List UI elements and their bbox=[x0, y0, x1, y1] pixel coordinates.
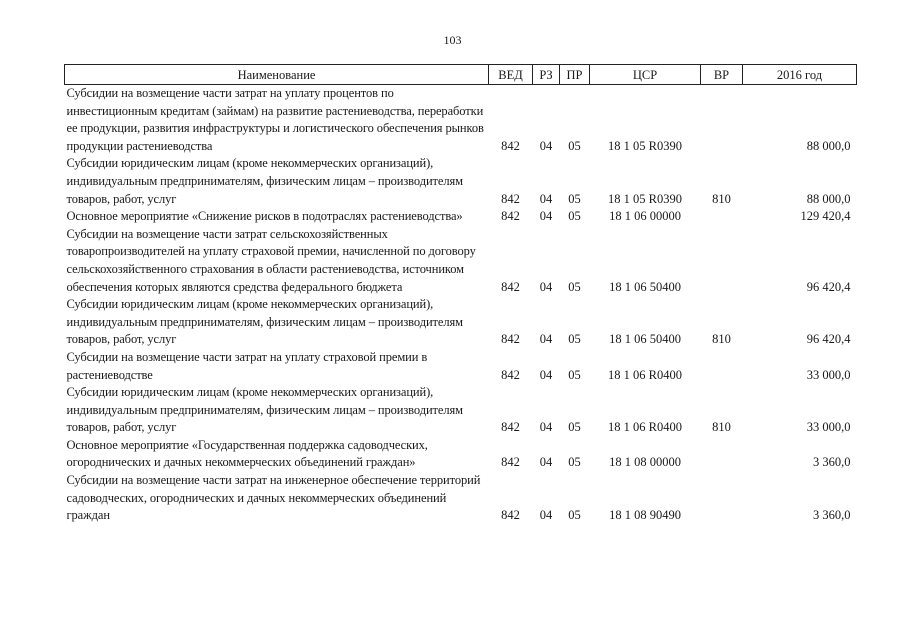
row-ved: 842 bbox=[501, 209, 520, 224]
row-amount: 88 000,0 bbox=[806, 138, 851, 153]
row-ved: 842 bbox=[501, 455, 520, 470]
row-vr bbox=[701, 349, 743, 384]
header-year: 2016 год bbox=[743, 65, 857, 85]
row-amount: 33 000,0 bbox=[806, 367, 851, 382]
row-amount: 129 420,4 bbox=[800, 209, 851, 224]
row-rz: 04 bbox=[539, 209, 553, 224]
row-rz: 04 bbox=[539, 332, 553, 347]
row-vr: 810 bbox=[712, 191, 731, 206]
header-rz: РЗ bbox=[533, 65, 560, 85]
row-vr bbox=[701, 437, 743, 472]
row-rz: 04 bbox=[539, 508, 553, 523]
row-amount: 33 000,0 bbox=[806, 420, 851, 435]
table-row bbox=[65, 437, 857, 472]
row-ved: 842 bbox=[501, 279, 520, 294]
row-csr: 18 1 08 90490 bbox=[609, 508, 681, 523]
row-csr: 18 1 05 R0390 bbox=[608, 138, 682, 153]
header-ved: ВЕД bbox=[489, 65, 533, 85]
row-name: Субсидии на возмещение части затрат на уплату процентов по инвестиционным кредитам (займам) на развитие растениеводства, переработки ее продукции, развития инфраструктуры и логистического обеспечения рынков продукции растениеводства bbox=[66, 86, 484, 153]
row-ved: 842 bbox=[501, 332, 520, 347]
table-row bbox=[65, 349, 857, 384]
row-csr: 18 1 08 00000 bbox=[609, 455, 681, 470]
row-name: Субсидии на возмещение части затрат сельскохозяйственных товаропроизводителей на уплату страховой премии, начисленной по договору сельскохозяйственного страхования в области растениеводства, источником обеспечения которых являются средства федерального бюджета bbox=[66, 226, 476, 294]
row-rz: 04 bbox=[539, 191, 553, 206]
row-vr bbox=[701, 226, 743, 296]
row-amount: 3 360,0 bbox=[813, 455, 851, 470]
row-name: Субсидии юридическим лицам (кроме некоммерческих организаций), индивидуальным предпринимателям, физическим лицам – производителям товаров, работ, услуг bbox=[66, 156, 463, 206]
row-csr: 18 1 06 00000 bbox=[609, 209, 681, 224]
row-name: Субсидии юридическим лицам (кроме некоммерческих организаций), индивидуальным предпринимателям, физическим лицам – производителям товаров, работ, услуг bbox=[66, 385, 463, 435]
table-row bbox=[65, 208, 857, 226]
row-ved: 842 bbox=[501, 508, 520, 523]
header-pr: ПР bbox=[560, 65, 590, 85]
row-name: Субсидии на возмещение части затрат на инженерное обеспечение территорий садоводческих, огороднических и дачных некоммерческих объединений граждан bbox=[66, 473, 481, 523]
row-name: Субсидии на возмещение части затрат на уплату страховой премии в растениеводстве bbox=[66, 349, 428, 382]
row-csr: 18 1 06 50400 bbox=[609, 279, 681, 294]
row-amount: 96 420,4 bbox=[806, 279, 851, 294]
row-amount: 3 360,0 bbox=[813, 508, 851, 523]
row-rz: 04 bbox=[539, 138, 553, 153]
row-pr: 05 bbox=[568, 191, 581, 206]
row-csr: 18 1 06 50400 bbox=[609, 332, 681, 347]
row-rz: 04 bbox=[539, 279, 553, 294]
row-name: Субсидии юридическим лицам (кроме некоммерческих организаций), индивидуальным предпринимателям, физическим лицам – производителям товаров, работ, услуг bbox=[66, 297, 463, 347]
row-rz: 04 bbox=[539, 367, 553, 382]
table-row bbox=[65, 155, 857, 208]
row-pr: 05 bbox=[568, 508, 581, 523]
row-ved: 842 bbox=[501, 138, 520, 153]
table-row bbox=[65, 384, 857, 437]
table-row bbox=[65, 226, 857, 296]
row-amount: 96 420,4 bbox=[806, 332, 851, 347]
row-name: Основное мероприятие «Государственная поддержка садоводческих, огороднических и дачных некоммерческих объединений граждан» bbox=[66, 437, 428, 470]
row-ved: 842 bbox=[501, 367, 520, 382]
table-row bbox=[65, 472, 857, 525]
table-body bbox=[65, 85, 857, 525]
row-ved: 842 bbox=[501, 420, 520, 435]
row-vr bbox=[701, 85, 743, 156]
row-pr: 05 bbox=[568, 420, 581, 435]
budget-table bbox=[64, 64, 857, 525]
row-pr: 05 bbox=[568, 209, 581, 224]
row-vr: 810 bbox=[712, 332, 731, 347]
table-row bbox=[65, 296, 857, 349]
table-header-row bbox=[65, 65, 857, 85]
table-row bbox=[65, 85, 857, 156]
row-amount: 88 000,0 bbox=[806, 191, 851, 206]
row-pr: 05 bbox=[568, 279, 581, 294]
row-vr bbox=[701, 208, 743, 226]
row-pr: 05 bbox=[568, 367, 581, 382]
row-pr: 05 bbox=[568, 455, 581, 470]
page-number: 103 bbox=[443, 33, 462, 47]
row-vr: 810 bbox=[712, 420, 731, 435]
row-rz: 04 bbox=[539, 455, 553, 470]
row-name: Основное мероприятие «Снижение рисков в подотраслях растениеводства» bbox=[66, 209, 463, 224]
header-name: Наименование bbox=[65, 65, 489, 85]
row-pr: 05 bbox=[568, 138, 581, 153]
row-rz: 04 bbox=[539, 420, 553, 435]
row-pr: 05 bbox=[568, 332, 581, 347]
header-vr: ВР bbox=[701, 65, 743, 85]
header-csr: ЦСР bbox=[590, 65, 701, 85]
row-ved: 842 bbox=[501, 191, 520, 206]
row-csr: 18 1 06 R0400 bbox=[608, 367, 682, 382]
row-vr bbox=[701, 472, 743, 525]
row-csr: 18 1 05 R0390 bbox=[608, 191, 682, 206]
row-csr: 18 1 06 R0400 bbox=[608, 420, 682, 435]
